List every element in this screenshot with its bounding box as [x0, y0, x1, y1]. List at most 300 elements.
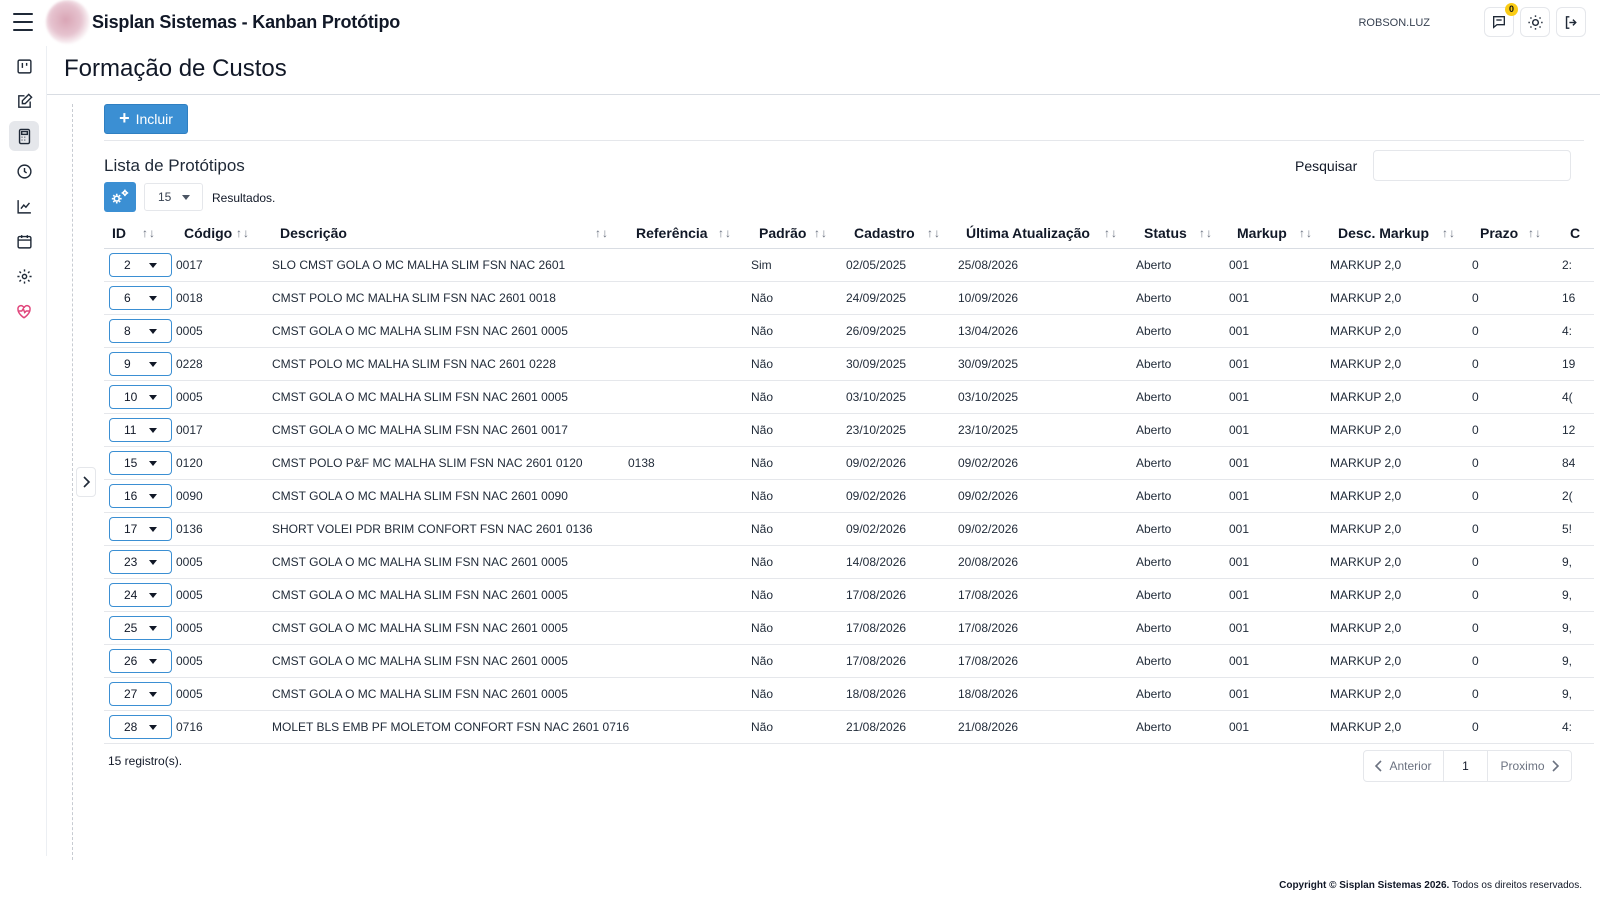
- atualizacao-cell: 25/08/2026: [958, 248, 1136, 281]
- column-header-markup[interactable]: Markup ↑↓: [1229, 218, 1330, 248]
- status-cell: Aberto: [1136, 578, 1229, 611]
- padrao-cell: Não: [751, 380, 846, 413]
- app-logo: [46, 0, 90, 44]
- row-id: 16: [124, 488, 138, 503]
- cadastro-cell: 17/08/2026: [846, 644, 958, 677]
- codigo-cell: 0005: [176, 677, 272, 710]
- markup-cell: 001: [1229, 611, 1330, 644]
- column-header-desc-markup[interactable]: Desc. Markup ↑↓: [1330, 218, 1472, 248]
- desc-markup-cell: MARKUP 2,0: [1330, 248, 1472, 281]
- desc-markup-cell: MARKUP 2,0: [1330, 578, 1472, 611]
- table-header-row: [104, 218, 1594, 248]
- atualizacao-cell: 21/08/2026: [958, 710, 1136, 743]
- sort-icon[interactable]: ↑↓: [142, 226, 156, 240]
- prazo-cell: 0: [1472, 578, 1562, 611]
- row-id: 28: [124, 719, 138, 734]
- gears-icon: [110, 188, 130, 206]
- referencia-cell: [628, 314, 751, 347]
- prazo-cell: 0: [1472, 314, 1562, 347]
- divider: [104, 140, 1584, 141]
- padrao-cell: Não: [751, 578, 846, 611]
- referencia-cell: 0138: [628, 446, 751, 479]
- descricao-cell: CMST GOLA O MC MALHA SLIM FSN NAC 2601 0005: [272, 611, 628, 644]
- row-action-select[interactable]: [109, 517, 172, 541]
- notifications-button[interactable]: [1484, 4, 1514, 37]
- record-count: 15 registro(s).: [108, 754, 183, 768]
- codigo-cell: 0716: [176, 710, 272, 743]
- markup-cell: 001: [1229, 644, 1330, 677]
- cadastro-cell: 09/02/2026: [846, 446, 958, 479]
- row-action-select[interactable]: [109, 715, 172, 739]
- cadastro-cell: 26/09/2025: [846, 314, 958, 347]
- caret-down-icon: [149, 296, 157, 301]
- sort-icon[interactable]: ↑↓: [718, 226, 732, 240]
- codigo-cell: 0005: [176, 545, 272, 578]
- status-cell: Aberto: [1136, 479, 1229, 512]
- descricao-cell: CMST GOLA O MC MALHA SLIM FSN NAC 2601 0017: [272, 413, 628, 446]
- table-row[interactable]: [104, 413, 1594, 446]
- cadastro-cell: 17/08/2026: [846, 578, 958, 611]
- c-cell: 12: [1562, 413, 1594, 446]
- plus-icon: +: [119, 108, 130, 128]
- row-action-select[interactable]: [109, 385, 172, 409]
- id-cell: [104, 347, 176, 380]
- markup-cell: 001: [1229, 347, 1330, 380]
- page-number-button[interactable]: 1: [1444, 751, 1488, 781]
- user-name[interactable]: ROBSON.LUZ: [1358, 17, 1430, 29]
- row-id: 6: [124, 290, 131, 305]
- codigo-cell: 0005: [176, 644, 272, 677]
- c-cell: 9,: [1562, 644, 1594, 677]
- desc-markup-cell: MARKUP 2,0: [1330, 710, 1472, 743]
- sidebar-item-edit[interactable]: [9, 86, 39, 116]
- row-id: 10: [124, 389, 138, 404]
- c-cell: 2(: [1562, 479, 1594, 512]
- prototypes-table: [104, 218, 1581, 743]
- prazo-cell: 0: [1472, 380, 1562, 413]
- descricao-cell: CMST GOLA O MC MALHA SLIM FSN NAC 2601 0005: [272, 314, 628, 347]
- c-cell: 4:: [1562, 710, 1594, 743]
- row-action-select[interactable]: [109, 418, 172, 442]
- results-label: Resultados.: [212, 191, 276, 205]
- descricao-cell: CMST GOLA O MC MALHA SLIM FSN NAC 2601 0005: [272, 380, 628, 413]
- previous-page-button[interactable]: [1364, 751, 1444, 781]
- table-row[interactable]: [104, 248, 1594, 281]
- codigo-cell: 0017: [176, 248, 272, 281]
- expand-panel-button[interactable]: [76, 467, 96, 497]
- sidebar-item-health[interactable]: [9, 296, 39, 326]
- notification-count-badge: 0: [1505, 3, 1518, 16]
- caret-down-icon: [149, 593, 157, 598]
- padrao-cell: Não: [751, 545, 846, 578]
- c-cell: 9,: [1562, 578, 1594, 611]
- padrao-cell: Não: [751, 479, 846, 512]
- sidebar-item-costs[interactable]: [9, 121, 39, 151]
- status-cell: Aberto: [1136, 347, 1229, 380]
- logout-icon: [1563, 14, 1580, 31]
- atualizacao-cell: 30/09/2025: [958, 347, 1136, 380]
- copyright-footer: [1279, 880, 1582, 891]
- c-cell: 5!: [1562, 512, 1594, 545]
- cadastro-cell: 02/05/2025: [846, 248, 958, 281]
- descricao-cell: CMST GOLA O MC MALHA SLIM FSN NAC 2601 0090: [272, 479, 628, 512]
- table-row[interactable]: [104, 710, 1594, 743]
- column-header-id[interactable]: ID ↑↓: [104, 218, 176, 248]
- id-cell: [104, 281, 176, 314]
- markup-cell: 001: [1229, 380, 1330, 413]
- row-action-select[interactable]: [109, 616, 172, 640]
- markup-cell: 001: [1229, 578, 1330, 611]
- codigo-cell: 0228: [176, 347, 272, 380]
- cadastro-cell: 30/09/2025: [846, 347, 958, 380]
- atualizacao-cell: 09/02/2026: [958, 479, 1136, 512]
- page-title: Formação de Custos: [64, 55, 287, 82]
- table-row[interactable]: [104, 479, 1594, 512]
- atualizacao-cell: 23/10/2025: [958, 413, 1136, 446]
- referencia-cell: [628, 677, 751, 710]
- c-cell: 4:: [1562, 314, 1594, 347]
- c-cell: 9,: [1562, 611, 1594, 644]
- row-action-select[interactable]: [109, 451, 172, 475]
- row-id: 26: [124, 653, 138, 668]
- desc-markup-cell: MARKUP 2,0: [1330, 677, 1472, 710]
- c-cell: 16: [1562, 281, 1594, 314]
- c-cell: 2:: [1562, 248, 1594, 281]
- row-action-select[interactable]: [109, 319, 172, 343]
- edit-icon: [16, 93, 33, 110]
- markup-cell: 001: [1229, 512, 1330, 545]
- referencia-cell: [628, 347, 751, 380]
- atualizacao-cell: 20/08/2026: [958, 545, 1136, 578]
- status-cell: Aberto: [1136, 644, 1229, 677]
- sort-icon[interactable]: ↑↓: [814, 226, 828, 240]
- sort-icon[interactable]: ↑↓: [1199, 226, 1213, 240]
- page-size-select[interactable]: [144, 183, 203, 211]
- desc-markup-cell: MARKUP 2,0: [1330, 446, 1472, 479]
- sort-icon[interactable]: ↑↓: [236, 226, 250, 240]
- table-row[interactable]: [104, 314, 1594, 347]
- status-cell: Aberto: [1136, 380, 1229, 413]
- caret-down-icon: [149, 329, 157, 334]
- menu-icon[interactable]: [13, 13, 33, 31]
- sidebar-item-calendar[interactable]: [9, 226, 39, 256]
- codigo-cell: 0017: [176, 413, 272, 446]
- cadastro-cell: 14/08/2026: [846, 545, 958, 578]
- row-action-select[interactable]: [109, 352, 172, 376]
- atualizacao-cell: 17/08/2026: [958, 578, 1136, 611]
- id-cell: [104, 545, 176, 578]
- referencia-cell: [628, 545, 751, 578]
- codigo-cell: 0018: [176, 281, 272, 314]
- column-header-c[interactable]: C: [1562, 218, 1594, 248]
- sun-icon: [1527, 14, 1544, 31]
- table-row[interactable]: [104, 611, 1594, 644]
- descricao-cell: CMST GOLA O MC MALHA SLIM FSN NAC 2601 0005: [272, 644, 628, 677]
- sidebar-item-reports[interactable]: [9, 191, 39, 221]
- status-cell: Aberto: [1136, 710, 1229, 743]
- row-id: 24: [124, 587, 138, 602]
- sort-icon[interactable]: ↑↓: [1104, 226, 1118, 240]
- desc-markup-cell: MARKUP 2,0: [1330, 545, 1472, 578]
- sort-icon[interactable]: ↑↓: [1442, 226, 1456, 240]
- prazo-cell: 0: [1472, 248, 1562, 281]
- prazo-cell: 0: [1472, 677, 1562, 710]
- chat-icon: [1491, 14, 1507, 30]
- descricao-cell: MOLET BLS EMB PF MOLETOM CONFORT FSN NAC 2601 0716: [272, 710, 628, 743]
- column-header-status[interactable]: Status ↑↓: [1136, 218, 1229, 248]
- column-header-descricao[interactable]: Descrição ↑↓: [272, 218, 628, 248]
- padrao-cell: Não: [751, 446, 846, 479]
- table-row[interactable]: [104, 380, 1594, 413]
- caret-down-icon: [149, 626, 157, 631]
- sort-icon[interactable]: ↑↓: [1528, 226, 1542, 240]
- padrao-cell: Não: [751, 644, 846, 677]
- clock-icon: [16, 163, 33, 180]
- padrao-cell: Não: [751, 347, 846, 380]
- id-cell: [104, 380, 176, 413]
- c-cell: 84: [1562, 446, 1594, 479]
- next-page-button[interactable]: [1488, 751, 1571, 781]
- descricao-cell: CMST POLO MC MALHA SLIM FSN NAC 2601 0228: [272, 347, 628, 380]
- row-action-select[interactable]: [109, 253, 172, 277]
- desc-markup-cell: MARKUP 2,0: [1330, 644, 1472, 677]
- atualizacao-cell: 18/08/2026: [958, 677, 1136, 710]
- markup-cell: 001: [1229, 545, 1330, 578]
- descricao-cell: CMST GOLA O MC MALHA SLIM FSN NAC 2601 0005: [272, 545, 628, 578]
- referencia-cell: [628, 479, 751, 512]
- desc-markup-cell: MARKUP 2,0: [1330, 512, 1472, 545]
- codigo-cell: 0090: [176, 479, 272, 512]
- referencia-cell: [628, 644, 751, 677]
- descricao-cell: CMST GOLA O MC MALHA SLIM FSN NAC 2601 0005: [272, 677, 628, 710]
- status-cell: Aberto: [1136, 314, 1229, 347]
- column-header-cadastro[interactable]: Cadastro ↑↓: [846, 218, 958, 248]
- status-cell: Aberto: [1136, 545, 1229, 578]
- atualizacao-cell: 09/02/2026: [958, 512, 1136, 545]
- status-cell: Aberto: [1136, 611, 1229, 644]
- markup-cell: 001: [1229, 248, 1330, 281]
- markup-cell: 001: [1229, 446, 1330, 479]
- top-bar: [0, 0, 1600, 46]
- table-row[interactable]: [104, 446, 1594, 479]
- desc-markup-cell: MARKUP 2,0: [1330, 380, 1472, 413]
- markup-cell: 001: [1229, 710, 1330, 743]
- markup-cell: 001: [1229, 479, 1330, 512]
- desc-markup-cell: MARKUP 2,0: [1330, 314, 1472, 347]
- referencia-cell: [628, 512, 751, 545]
- row-action-select[interactable]: [109, 682, 172, 706]
- copyright-rights: Todos os direitos reservados.: [1449, 880, 1582, 891]
- pagination: [1363, 750, 1572, 782]
- cadastro-cell: 18/08/2026: [846, 677, 958, 710]
- c-cell: 9,: [1562, 677, 1594, 710]
- id-cell: [104, 677, 176, 710]
- sort-icon[interactable]: ↑↓: [927, 226, 941, 240]
- column-header-prazo[interactable]: Prazo ↑↓: [1472, 218, 1562, 248]
- codigo-cell: 0120: [176, 446, 272, 479]
- descricao-cell: SHORT VOLEI PDR BRIM CONFORT FSN NAC 2601 0136: [272, 512, 628, 545]
- atualizacao-cell: 13/04/2026: [958, 314, 1136, 347]
- codigo-cell: 0005: [176, 314, 272, 347]
- divider: [47, 94, 1600, 95]
- status-cell: Aberto: [1136, 248, 1229, 281]
- sidebar-item-kanban[interactable]: [9, 51, 39, 81]
- markup-cell: 001: [1229, 677, 1330, 710]
- row-action-select[interactable]: [109, 550, 172, 574]
- column-header-ultima-atualizacao[interactable]: Última Atualização ↑↓: [958, 218, 1136, 248]
- referencia-cell: [628, 710, 751, 743]
- table-row[interactable]: [104, 677, 1594, 710]
- desc-markup-cell: MARKUP 2,0: [1330, 281, 1472, 314]
- row-action-select[interactable]: [109, 649, 172, 673]
- sort-icon[interactable]: ↑↓: [1299, 226, 1313, 240]
- padrao-cell: Não: [751, 512, 846, 545]
- prazo-cell: 0: [1472, 446, 1562, 479]
- table-row[interactable]: [104, 512, 1594, 545]
- search-label: Pesquisar: [1295, 158, 1358, 174]
- row-action-select[interactable]: [109, 286, 172, 310]
- list-title: Lista de Protótipos: [104, 156, 245, 175]
- table-row[interactable]: [104, 578, 1594, 611]
- desc-markup-cell: MARKUP 2,0: [1330, 413, 1472, 446]
- row-id: 17: [124, 521, 138, 536]
- theme-toggle-button[interactable]: [1520, 7, 1550, 37]
- chevron-right-icon: [81, 476, 91, 488]
- codigo-cell: 0005: [176, 578, 272, 611]
- caret-down-icon: [149, 461, 157, 466]
- padrao-cell: Não: [751, 281, 846, 314]
- desc-markup-cell: MARKUP 2,0: [1330, 479, 1472, 512]
- row-id: 2: [124, 257, 131, 272]
- app-title: Sisplan Sistemas - Kanban Protótipo: [92, 12, 401, 32]
- markup-cell: 001: [1229, 281, 1330, 314]
- cadastro-cell: 09/02/2026: [846, 512, 958, 545]
- prazo-cell: 0: [1472, 512, 1562, 545]
- padrao-cell: Não: [751, 611, 846, 644]
- referencia-cell: [628, 413, 751, 446]
- table-row[interactable]: [104, 281, 1594, 314]
- column-header-padrao[interactable]: Padrão ↑↓: [751, 218, 846, 248]
- id-cell: [104, 479, 176, 512]
- row-id: 15: [124, 455, 138, 470]
- copyright-holder: Copyright © Sisplan Sistemas 2026.: [1279, 880, 1450, 891]
- row-id: 9: [124, 356, 131, 371]
- prazo-cell: 0: [1472, 479, 1562, 512]
- column-header-codigo[interactable]: Código ↑↓: [176, 218, 272, 248]
- c-cell: 4(: [1562, 380, 1594, 413]
- calculator-icon: [16, 128, 33, 145]
- descricao-cell: CMST GOLA O MC MALHA SLIM FSN NAC 2601 0005: [272, 578, 628, 611]
- atualizacao-cell: 10/09/2026: [958, 281, 1136, 314]
- caret-down-icon: [149, 527, 157, 532]
- id-cell: [104, 314, 176, 347]
- chart-line-icon: [16, 198, 33, 215]
- add-button-label: Incluir: [135, 111, 173, 127]
- previous-page-label: Anterior: [1389, 759, 1432, 773]
- markup-cell: 001: [1229, 314, 1330, 347]
- divider: [72, 104, 73, 860]
- id-cell: [104, 611, 176, 644]
- c-cell: 9,: [1562, 545, 1594, 578]
- codigo-cell: 0005: [176, 611, 272, 644]
- sort-icon[interactable]: ↑↓: [595, 226, 609, 240]
- cadastro-cell: 21/08/2026: [846, 710, 958, 743]
- codigo-cell: 0136: [176, 512, 272, 545]
- caret-down-icon: [182, 195, 190, 200]
- settings-icon: [16, 268, 33, 285]
- table-row[interactable]: [104, 545, 1594, 578]
- chevron-right-icon: [1551, 760, 1559, 772]
- kanban-icon: [16, 58, 33, 75]
- sidebar: [0, 46, 47, 856]
- caret-down-icon: [149, 362, 157, 367]
- padrao-cell: Não: [751, 710, 846, 743]
- desc-markup-cell: MARKUP 2,0: [1330, 611, 1472, 644]
- add-button[interactable]: [104, 104, 188, 134]
- atualizacao-cell: 17/08/2026: [958, 611, 1136, 644]
- referencia-cell: [628, 248, 751, 281]
- desc-markup-cell: MARKUP 2,0: [1330, 347, 1472, 380]
- status-cell: Aberto: [1136, 281, 1229, 314]
- prazo-cell: 0: [1472, 545, 1562, 578]
- cadastro-cell: 03/10/2025: [846, 380, 958, 413]
- referencia-cell: [628, 380, 751, 413]
- chevron-left-icon: [1375, 760, 1383, 772]
- sidebar-item-settings[interactable]: [9, 261, 39, 291]
- caret-down-icon: [149, 263, 157, 268]
- sidebar-item-history[interactable]: [9, 156, 39, 186]
- row-id: 25: [124, 620, 138, 635]
- search-input[interactable]: [1373, 150, 1571, 181]
- logout-button[interactable]: [1556, 7, 1586, 37]
- cadastro-cell: 09/02/2026: [846, 479, 958, 512]
- cadastro-cell: 24/09/2025: [846, 281, 958, 314]
- id-cell: [104, 512, 176, 545]
- descricao-cell: SLO CMST GOLA O MC MALHA SLIM FSN NAC 2601: [272, 248, 628, 281]
- caret-down-icon: [149, 692, 157, 697]
- c-cell: 19: [1562, 347, 1594, 380]
- caret-down-icon: [149, 494, 157, 499]
- atualizacao-cell: 09/02/2026: [958, 446, 1136, 479]
- status-cell: Aberto: [1136, 413, 1229, 446]
- prazo-cell: 0: [1472, 710, 1562, 743]
- id-cell: [104, 644, 176, 677]
- caret-down-icon: [149, 659, 157, 664]
- padrao-cell: Não: [751, 314, 846, 347]
- table-row[interactable]: [104, 644, 1594, 677]
- next-page-label: Proximo: [1500, 759, 1545, 773]
- status-cell: Aberto: [1136, 677, 1229, 710]
- caret-down-icon: [149, 428, 157, 433]
- prazo-cell: 0: [1472, 644, 1562, 677]
- descricao-cell: CMST POLO P&F MC MALHA SLIM FSN NAC 2601 0120: [272, 446, 628, 479]
- id-cell: [104, 446, 176, 479]
- row-action-select[interactable]: [109, 484, 172, 508]
- cadastro-cell: 23/10/2025: [846, 413, 958, 446]
- id-cell: [104, 248, 176, 281]
- caret-down-icon: [149, 560, 157, 565]
- caret-down-icon: [149, 725, 157, 730]
- id-cell: [104, 578, 176, 611]
- row-action-select[interactable]: [109, 583, 172, 607]
- referencia-cell: [628, 281, 751, 314]
- column-settings-button[interactable]: [104, 182, 136, 212]
- table-row[interactable]: [104, 347, 1594, 380]
- row-id: 27: [124, 686, 138, 701]
- row-id: 23: [124, 554, 138, 569]
- row-id: 8: [124, 323, 131, 338]
- column-header-referencia[interactable]: Referência ↑↓: [628, 218, 751, 248]
